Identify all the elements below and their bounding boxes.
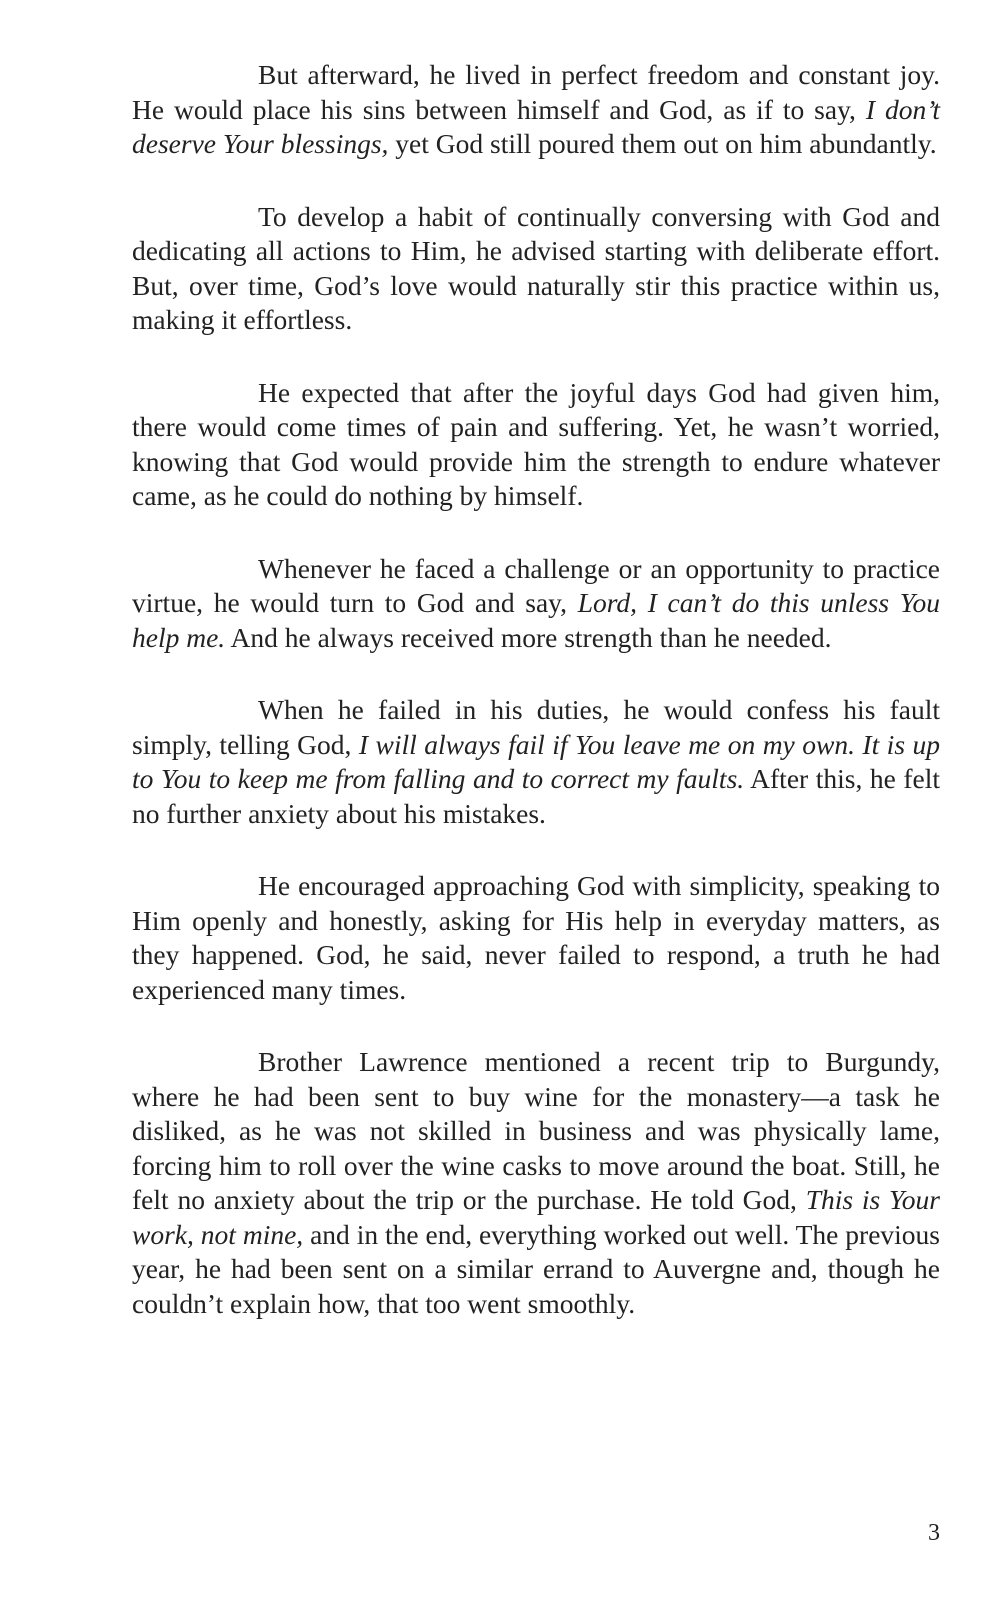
paragraph-3: [132, 376, 940, 514]
paragraph-5-text-end: After this, he felt no further anxiety about his mistakes.: [132, 763, 940, 829]
paragraph-6-text: He encouraged approaching God with simplicity, speaking to Him openly and honestly, asking for His help in everyday matters, as they happened. God, he said, never failed to respond, a truth he had experienced many times.: [132, 870, 940, 1005]
page-body: [132, 58, 940, 1359]
paragraph-2: [132, 200, 940, 338]
paragraph-5-italic: I will always fail if You leave me on my own. It is up to You to keep me from falling and to correct my faults.: [132, 728, 940, 794]
paragraph-4-text-end: And he always received more strength than he needed.: [225, 621, 832, 653]
paragraph-1-italic: I don’t deserve Your blessings,: [132, 93, 940, 159]
paragraph-4: [132, 552, 940, 656]
paragraph-2-text: To develop a habit of continually conversing with God and dedicating all actions to Him, he advised starting with deliberate effort. But, over time, God’s love would naturally stir this practice within us, making it effortless.: [132, 200, 940, 335]
paragraph-1-text: But afterward, he lived in perfect freedom and constant joy. He would place his sins between himself and God, as if to say,: [132, 59, 940, 125]
paragraph-5: [132, 693, 940, 831]
paragraph-7-text-end: and in the end, everything worked out well. The previous year, he had been sent on a similar errand to Auvergne and, though he couldn’t explain how, that too went smoothly.: [132, 1218, 940, 1319]
paragraph-7: [132, 1045, 940, 1321]
paragraph-7-italic: This is Your work, not mine,: [132, 1184, 941, 1250]
paragraph-5-text: When he failed in his duties, he would confess his fault simply, telling God,: [132, 694, 940, 760]
paragraph-7-text: Brother Lawrence mentioned a recent trip to Burgundy, where he had been sent to buy wine for the monastery—a task he disliked, as he was not skilled in business and was physically lame, forcing him to roll over the wine casks to move around the boat. Still, he felt no anxiety about the trip or the purchase. He told God,: [132, 1046, 940, 1215]
paragraph-4-italic: Lord, I can’t do this unless You help me.: [132, 587, 940, 653]
paragraph-6: [132, 869, 940, 1007]
paragraph-1-text-end: yet God still poured them out on him abundantly.: [388, 128, 937, 159]
page-number: 3: [928, 1520, 940, 1546]
paragraph-4-text: Whenever he faced a challenge or an opportunity to practice virtue, he would turn to God and say,: [132, 552, 940, 618]
paragraph-1: [132, 58, 940, 162]
paragraph-3-text: He expected that after the joyful days God had given him, there would come times of pain and suffering. Yet, he wasn’t worried, knowing that God would provide him the strength to endure whatever came, as he could do nothing by himself.: [132, 376, 940, 511]
